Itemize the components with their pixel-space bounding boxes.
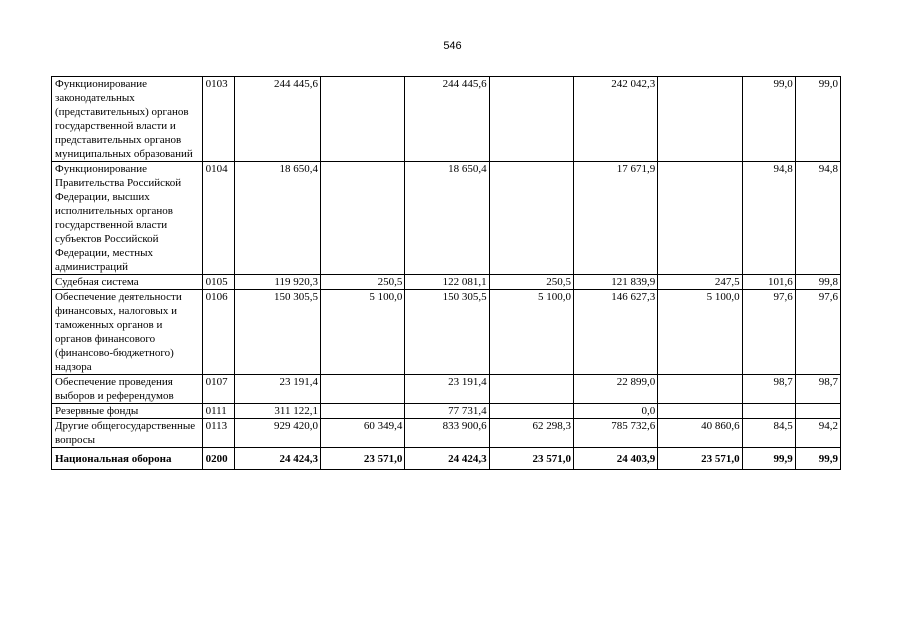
row-code: 0107 bbox=[202, 375, 234, 404]
cell-percent: 97,6 bbox=[795, 290, 840, 375]
cell-value: 5 100,0 bbox=[489, 290, 573, 375]
row-code: 0104 bbox=[202, 162, 234, 275]
cell-percent bbox=[742, 404, 795, 419]
table-row bbox=[52, 419, 841, 448]
cell-value bbox=[489, 404, 573, 419]
cell-value: 18 650,4 bbox=[405, 162, 489, 275]
cell-value: 0,0 bbox=[573, 404, 657, 419]
cell-percent: 99,9 bbox=[742, 448, 795, 470]
cell-percent: 99,0 bbox=[795, 77, 840, 162]
cell-value: 150 305,5 bbox=[405, 290, 489, 375]
cell-value: 24 403,9 bbox=[573, 448, 657, 470]
cell-value: 24 424,3 bbox=[234, 448, 320, 470]
cell-value: 22 899,0 bbox=[573, 375, 657, 404]
cell-value: 785 732,6 bbox=[573, 419, 657, 448]
cell-value: 62 298,3 bbox=[489, 419, 573, 448]
cell-value: 77 731,4 bbox=[405, 404, 489, 419]
cell-value: 122 081,1 bbox=[405, 275, 489, 290]
cell-percent: 94,8 bbox=[795, 162, 840, 275]
table-row bbox=[52, 162, 841, 275]
cell-value bbox=[321, 162, 405, 275]
cell-value: 23 571,0 bbox=[658, 448, 742, 470]
cell-value: 146 627,3 bbox=[573, 290, 657, 375]
row-name: Функционирование законодательных (представительных) органов государственной власти и представительных органов муниципальных образований bbox=[52, 77, 203, 162]
cell-percent: 94,8 bbox=[742, 162, 795, 275]
cell-value: 23 191,4 bbox=[405, 375, 489, 404]
cell-percent bbox=[795, 404, 840, 419]
cell-value: 18 650,4 bbox=[234, 162, 320, 275]
cell-value bbox=[321, 77, 405, 162]
table-row bbox=[52, 404, 841, 419]
row-code: 0105 bbox=[202, 275, 234, 290]
table-row-total bbox=[52, 448, 841, 470]
cell-percent: 99,9 bbox=[795, 448, 840, 470]
cell-value bbox=[658, 404, 742, 419]
row-code: 0106 bbox=[202, 290, 234, 375]
cell-percent: 84,5 bbox=[742, 419, 795, 448]
cell-value: 929 420,0 bbox=[234, 419, 320, 448]
row-name: Обеспечение проведения выборов и референдумов bbox=[52, 375, 203, 404]
cell-value bbox=[658, 77, 742, 162]
cell-percent: 101,6 bbox=[742, 275, 795, 290]
cell-percent: 99,0 bbox=[742, 77, 795, 162]
cell-value: 23 191,4 bbox=[234, 375, 320, 404]
cell-value: 244 445,6 bbox=[405, 77, 489, 162]
table-row bbox=[52, 290, 841, 375]
cell-percent: 98,7 bbox=[795, 375, 840, 404]
cell-value: 40 860,6 bbox=[658, 419, 742, 448]
cell-value bbox=[658, 162, 742, 275]
row-code: 0111 bbox=[202, 404, 234, 419]
cell-value: 242 042,3 bbox=[573, 77, 657, 162]
row-name: Функционирование Правительства Российской Федерации, высших исполнительных органов государственной власти субъектов Российской Федерации, местных администраций bbox=[52, 162, 203, 275]
row-name: Судебная система bbox=[52, 275, 203, 290]
cell-value: 833 900,6 bbox=[405, 419, 489, 448]
cell-value: 5 100,0 bbox=[321, 290, 405, 375]
cell-value: 250,5 bbox=[489, 275, 573, 290]
cell-value: 5 100,0 bbox=[658, 290, 742, 375]
row-name: Национальная оборона bbox=[52, 448, 203, 470]
table-row bbox=[52, 275, 841, 290]
cell-value bbox=[321, 404, 405, 419]
cell-value bbox=[489, 375, 573, 404]
row-code: 0200 bbox=[202, 448, 234, 470]
row-code: 0113 bbox=[202, 419, 234, 448]
cell-value: 23 571,0 bbox=[321, 448, 405, 470]
table-row bbox=[52, 375, 841, 404]
budget-table bbox=[51, 76, 841, 470]
cell-value: 311 122,1 bbox=[234, 404, 320, 419]
cell-value: 60 349,4 bbox=[321, 419, 405, 448]
cell-percent: 94,2 bbox=[795, 419, 840, 448]
cell-value: 247,5 bbox=[658, 275, 742, 290]
cell-value bbox=[489, 162, 573, 275]
table-row bbox=[52, 77, 841, 162]
cell-percent: 99,8 bbox=[795, 275, 840, 290]
cell-value: 119 920,3 bbox=[234, 275, 320, 290]
row-name: Резервные фонды bbox=[52, 404, 203, 419]
cell-percent: 97,6 bbox=[742, 290, 795, 375]
cell-value: 250,5 bbox=[321, 275, 405, 290]
row-name: Обеспечение деятельности финансовых, налоговых и таможенных органов и органов финансового (финансово-бюджетного) надзора bbox=[52, 290, 203, 375]
cell-value: 121 839,9 bbox=[573, 275, 657, 290]
cell-value bbox=[489, 77, 573, 162]
cell-value bbox=[658, 375, 742, 404]
cell-value: 150 305,5 bbox=[234, 290, 320, 375]
cell-percent: 98,7 bbox=[742, 375, 795, 404]
page-number: 546 bbox=[443, 40, 462, 52]
row-code: 0103 bbox=[202, 77, 234, 162]
row-name: Другие общегосударственные вопросы bbox=[52, 419, 203, 448]
cell-value: 17 671,9 bbox=[573, 162, 657, 275]
cell-value: 24 424,3 bbox=[405, 448, 489, 470]
cell-value: 244 445,6 bbox=[234, 77, 320, 162]
cell-value bbox=[321, 375, 405, 404]
cell-value: 23 571,0 bbox=[489, 448, 573, 470]
